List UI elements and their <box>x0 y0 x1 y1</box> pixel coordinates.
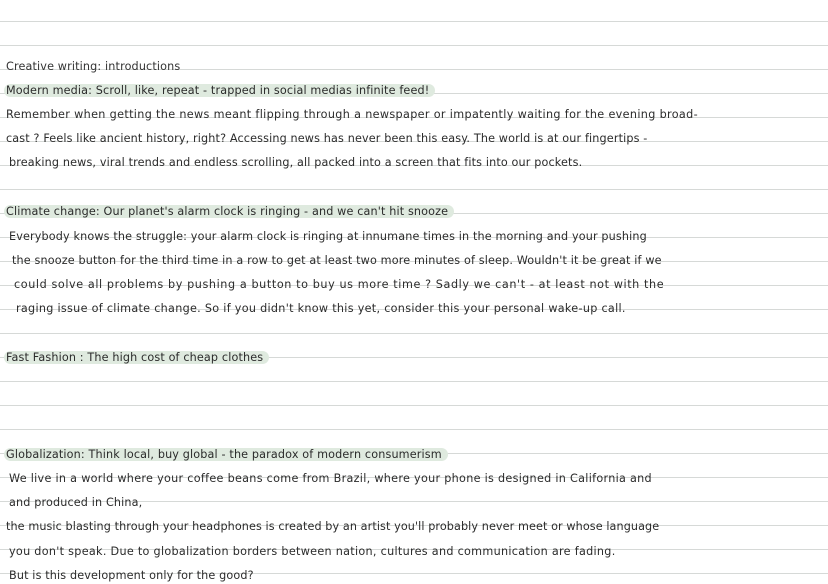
section-heading-modern-media <box>6 82 435 100</box>
heading-highlight: Climate change: Our planet's alarm clock is ringing - and we can't hit snooze <box>4 205 454 218</box>
paragraph-line: cast ? Feels like ancient history, right? Accessing news has never been this easy. The world is at our fingertips - <box>6 132 648 145</box>
paragraph-line: and produced in China, <box>9 496 143 509</box>
paragraph-line: Remember when getting the news meant flipping through a newspaper or impatently waiting for the evening broad- <box>6 108 698 121</box>
paragraph-line: the snooze button for the third time in a row to get at least two more minutes of sleep. Wouldn't it be great if we <box>12 254 662 267</box>
page-title: Creative writing: introductions <box>6 60 181 73</box>
section-heading-fast-fashion <box>6 349 269 367</box>
paragraph-line: you don't speak. Due to globalization borders between nation, cultures and communication are fading. <box>9 545 616 558</box>
heading-highlight: Fast Fashion : The high cost of cheap clothes <box>4 351 269 364</box>
paragraph-line: Everybody knows the struggle: your alarm clock is ringing at innumane times in the morning and your pushing <box>9 230 647 243</box>
heading-highlight: Modern media: Scroll, like, repeat - trapped in social medias infinite feed! <box>4 84 435 97</box>
heading-highlight: Globalization: Think local, buy global - the paradox of modern consumerism <box>4 448 448 461</box>
paragraph-line: raging issue of climate change. So if you didn't know this yet, consider this your personal wake-up call. <box>16 302 626 315</box>
section-heading-climate-change <box>6 203 454 221</box>
paragraph-line: breaking news, viral trends and endless scrolling, all packed into a screen that fits into our pockets. <box>9 156 583 169</box>
section-heading-globalization <box>6 446 448 464</box>
paragraph-line: the music blasting through your headphones is created by an artist you'll probably never meet or whose language <box>6 520 660 533</box>
paragraph-line: We live in a world where your coffee beans come from Brazil, where your phone is designed in California and <box>9 472 652 485</box>
paragraph-line: could solve all problems by pushing a button to buy us more time ? Sadly we can't - at least not with the <box>14 278 665 291</box>
paragraph-line: But is this development only for the good? <box>9 569 254 582</box>
